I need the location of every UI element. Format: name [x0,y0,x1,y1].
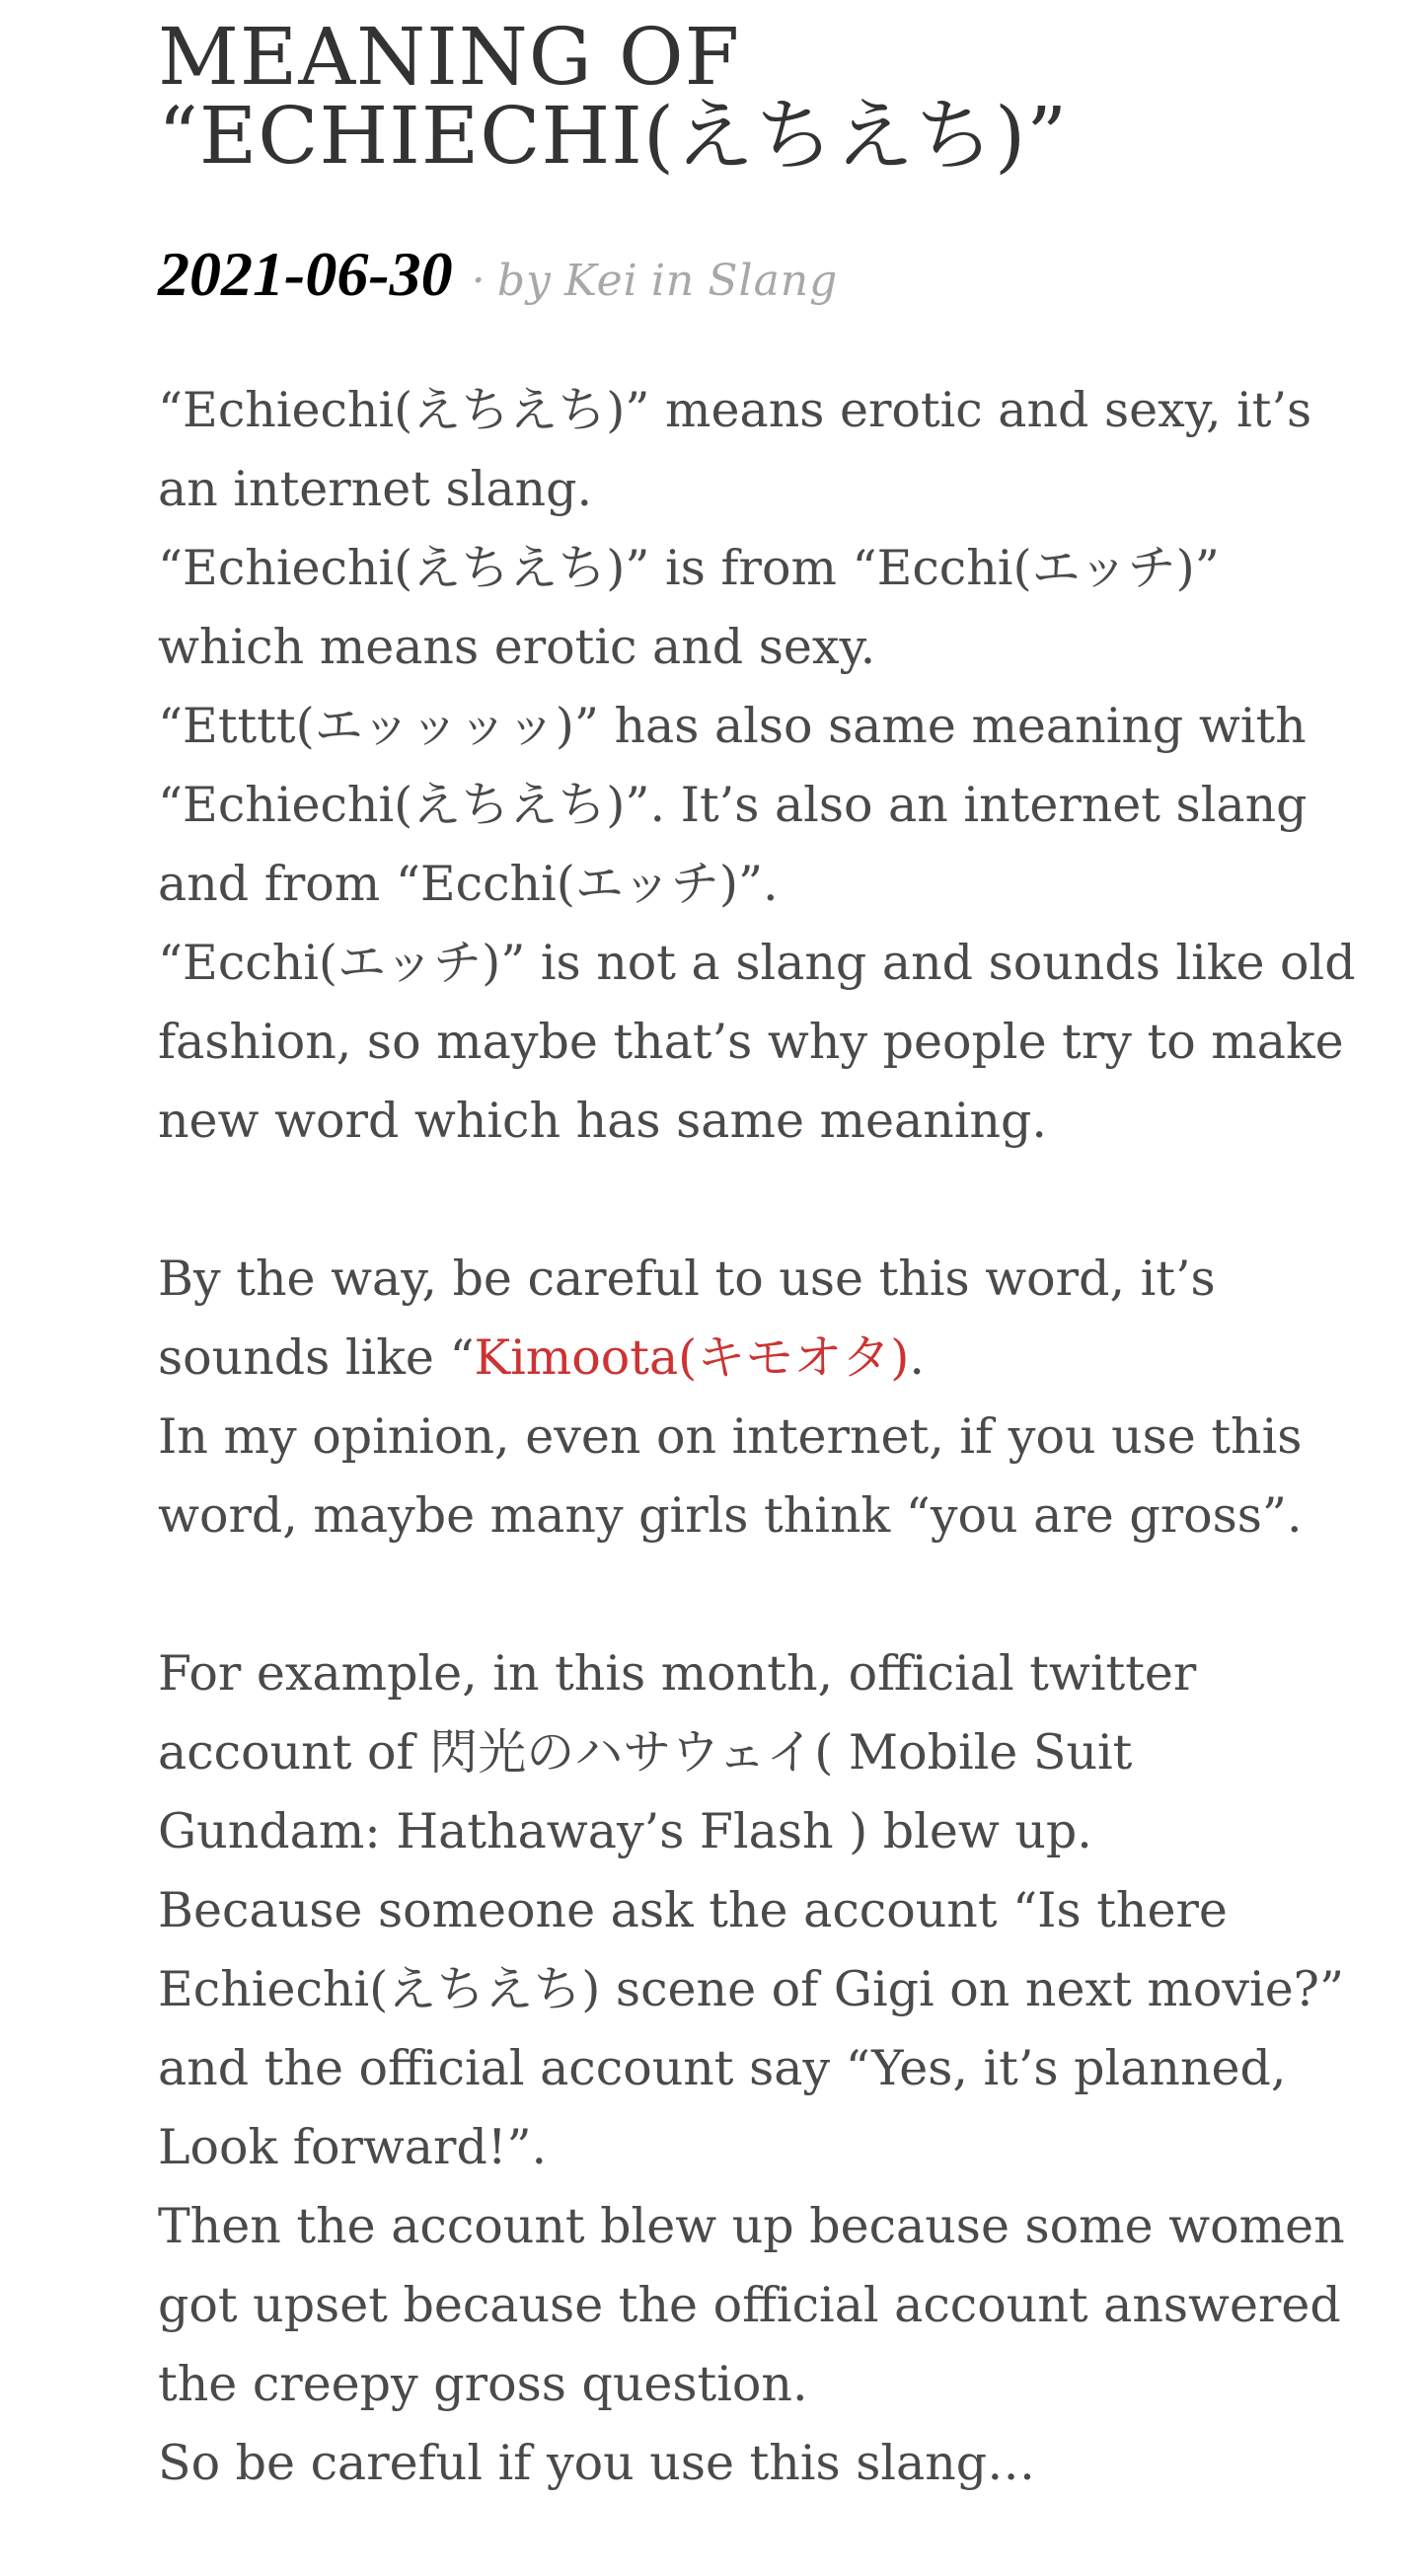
text-line: Because someone ask the account “Is there [158,1882,1228,1938]
text-line: “Echiechi(えちえち)”. It’s also an internet slang [158,777,1308,833]
author-link[interactable]: Kei [563,256,638,306]
text-line: By the way, be careful to use this word, it’s [158,1250,1216,1307]
text-line: Echiechi(えちえち) scene of Gigi on next movie?” [158,1961,1345,2017]
by-label: by [496,256,552,306]
category-link[interactable]: Slang [708,256,839,306]
text-line: the creepy gross question. [158,2356,808,2412]
text-line: an internet slang. [158,461,593,517]
text-line: “Etttt(エッッッッ)” has also same meaning with [158,698,1307,754]
paragraph-2 [158,1240,1303,1555]
article-title-line-1: MEANING OF [158,11,741,103]
paragraph-3 [158,1634,1345,2503]
text-line: “Echiechi(えちえち)” is from “Ecchi(エッチ)” [158,540,1220,596]
text-line: word, maybe many girls think “you are gross”. [158,1487,1303,1544]
paragraph-1 [158,371,1356,1161]
text-line: In my opinion, even on internet, if you use this [158,1408,1303,1465]
text-line: Gundam: Hathaway’s Flash ) blew up. [158,1803,1092,1859]
text-line: new word which has same meaning. [158,1093,1047,1149]
meta-separator: · [471,256,486,306]
text-line: and the official account say “Yes, it’s planned, [158,2040,1287,2096]
post-meta [158,235,1283,314]
article [158,0,1356,2503]
text-line-with-link [158,1319,1283,1398]
text-line: got upset because the official account answered [158,2277,1341,2333]
article-title [158,11,1283,182]
text-line: Look forward!”. [158,2119,548,2175]
text-line: “Echiechi(えちえち)” means erotic and sexy, it’s [158,382,1312,438]
text-line: and from “Ecchi(エッチ)”. [158,856,779,912]
text-line: fashion, so maybe that’s why people try to make [158,1014,1344,1070]
text-line: For example, in this month, official twitter [158,1645,1197,1702]
text-line: “Ecchi(エッチ)” is not a slang and sounds like old [158,935,1356,991]
link-prefix-text: sounds like “ [158,1329,475,1386]
article-body [158,371,1356,2503]
text-line: So be careful if you use this slang… [158,2435,1036,2491]
in-label: in [650,256,696,306]
link-suffix-text: . [909,1329,925,1386]
post-date: 2021-06-30 [158,239,453,309]
article-title-line-2: “ECHIECHI(えちえち)” [158,90,1069,182]
text-line: account of 閃光のハサウェイ( Mobile Suit [158,1724,1133,1780]
text-line: Then the account blew up because some women [158,2198,1345,2254]
text-line: which means erotic and sexy. [158,619,876,675]
kimoota-link[interactable]: Kimoota(キモオタ) [474,1329,910,1386]
